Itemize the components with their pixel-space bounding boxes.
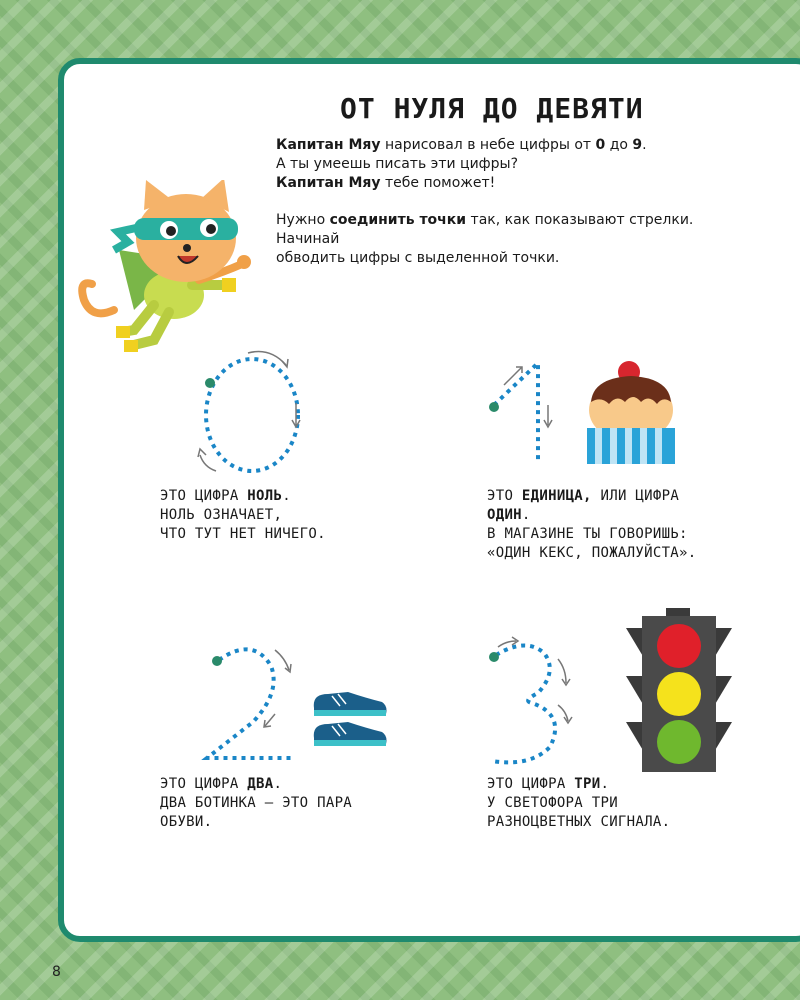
digit-two-tracing [195,640,305,765]
digit-zero-tracing [190,345,320,480]
caption-one: ЭТО ЕДИНИЦА, ИЛИ ЦИФРА ОДИН. В МАГАЗИНЕ ТЫ ГОВОРИШЬ: «ОДИН КЕКС, ПОЖАЛУЙСТА». [487,488,697,561]
page-number: 8 [52,964,61,980]
caption-two: ЭТО ЦИФРА ДВА. ДВА БОТИНКА — ЭТО ПАРА ОБУВИ. [160,776,353,830]
traffic-light-icon [626,608,732,774]
digit-three-tracing [482,635,582,770]
intro-line-3: Капитан Мяу тебе поможет! [276,175,496,191]
intro-line-2: А ты умеешь писать эти цифры? [276,156,519,172]
intro-text [276,136,756,268]
page-title: ОТ НУЛЯ ДО ДЕВЯТИ [340,92,644,125]
caption-three: ЭТО ЦИФРА ТРИ. У СВЕТОФОРА ТРИ РАЗНОЦВЕТНЫХ СИГНАЛА. [487,776,671,830]
cupcake-icon [583,358,679,468]
intro-line-4: Нужно соединить точки так, как показывают стрелки. Начинай [276,212,694,247]
intro-line-1: Капитан Мяу нарисовал в небе цифры от 0 до 9. [276,137,647,153]
cat-superhero-icon [74,180,264,360]
caption-zero: ЭТО ЦИФРА НОЛЬ. НОЛЬ ОЗНАЧАЕТ, ЧТО ТУТ НЕТ НИЧЕГО. [160,488,326,542]
intro-line-5: обводить цифры с выделенной точки. [276,250,560,266]
shoes-icon [310,688,390,752]
digit-one-tracing [482,355,572,470]
